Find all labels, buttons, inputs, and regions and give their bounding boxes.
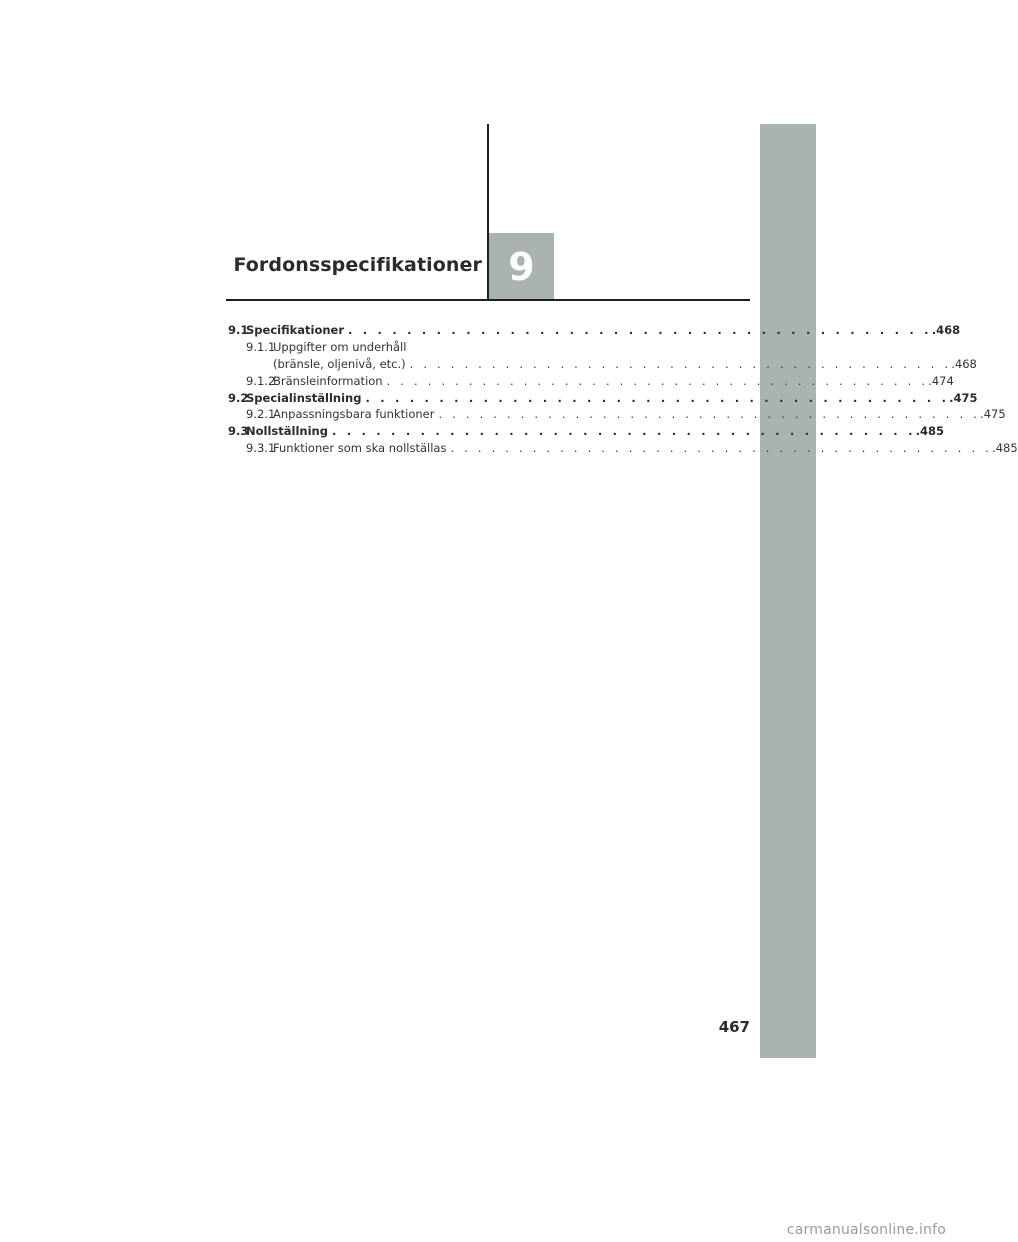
toc-entry-label: Nollställning xyxy=(246,424,328,439)
watermark: carmanualsonline.info xyxy=(786,1222,946,1238)
toc-entry-page: .474 xyxy=(928,373,954,388)
toc-dot-leader: . . . . . . . . . . . . . . . . . . . . . . . . . . . . . . . . . . . . . . . . xyxy=(450,441,993,456)
toc-entry-number: 9.3 xyxy=(228,424,249,439)
toc-entry-number: 9.1 xyxy=(228,323,249,337)
toc-entry[interactable] xyxy=(228,423,945,440)
toc-dot-leader: . . . . . . . . . . . . . . . . . . . . . . . . . . . . . . . . . . . . . . . . xyxy=(365,390,950,405)
toc-entry-number: 9.3.1 xyxy=(246,441,276,456)
toc-entry-page: .468 xyxy=(931,323,961,337)
chapter-title: Fordonsspecifikationer xyxy=(233,254,482,276)
toc-entry[interactable] xyxy=(228,373,954,390)
toc-entry-number: 9.2.1 xyxy=(246,407,276,422)
toc-entry-page: .468 xyxy=(951,356,977,371)
toc-entry-label: Specialinställning xyxy=(246,390,362,405)
toc-dot-leader: . . . . . . . . . . . . . . . . . . . . . . . . . . . . . . . . . . . . . . . . xyxy=(409,356,952,371)
toc-dot-leader: . . . . . . . . . . . . . . . . . . . . . . . . . . . . . . . . . . . . . . . . xyxy=(331,424,916,439)
toc-entry[interactable] xyxy=(228,339,468,356)
chapter-number: 9 xyxy=(508,244,535,289)
toc-dot-leader: . . . . . . . . . . . . . . . . . . . . . . . . . . . . . . . . . . . . . . . . xyxy=(386,373,929,388)
toc-entry-label: Bränsleinformation xyxy=(273,373,383,388)
toc-entry-number: 9.1.1 xyxy=(246,339,276,354)
toc-dot-leader: . . . . . . . . . . . . . . . . . . . . . . . . . . . . . . . . . . . . . . . . xyxy=(438,407,981,422)
toc-entry[interactable] xyxy=(228,356,977,373)
toc-entry-label: Uppgifter om underhåll xyxy=(273,339,407,354)
toc-entry[interactable] xyxy=(228,440,1018,457)
toc-entry[interactable] xyxy=(228,406,1006,423)
toc-entry-page: .475 xyxy=(980,407,1006,422)
chapter-side-tab xyxy=(760,124,816,1058)
toc-entry-number: 9.2 xyxy=(228,390,249,405)
toc-entry-page: .475 xyxy=(949,390,978,405)
table-of-contents xyxy=(228,322,1018,457)
toc-entry[interactable] xyxy=(228,322,961,339)
toc-entry-label: Specifikationer xyxy=(246,323,345,337)
toc-entry-label: (bränsle, oljenivå, etc.) xyxy=(273,356,406,371)
toc-dot-leader: . . . . . . . . . . . . . . . . . . . . . . . . . . . . . . . . . . . . . . . . xyxy=(348,323,932,337)
page-number: 467 xyxy=(718,1018,750,1036)
toc-entry-label: Funktioner som ska nollställas xyxy=(273,441,447,456)
toc-entry[interactable] xyxy=(228,390,978,407)
toc-entry-label: Anpassningsbara funktioner xyxy=(273,407,435,422)
toc-entry-page: .485 xyxy=(992,441,1018,456)
toc-entry-page: .485 xyxy=(915,424,945,439)
toc-entry-number: 9.1.2 xyxy=(246,373,276,388)
chapter-number-badge xyxy=(489,233,554,300)
header-rule xyxy=(226,299,750,301)
